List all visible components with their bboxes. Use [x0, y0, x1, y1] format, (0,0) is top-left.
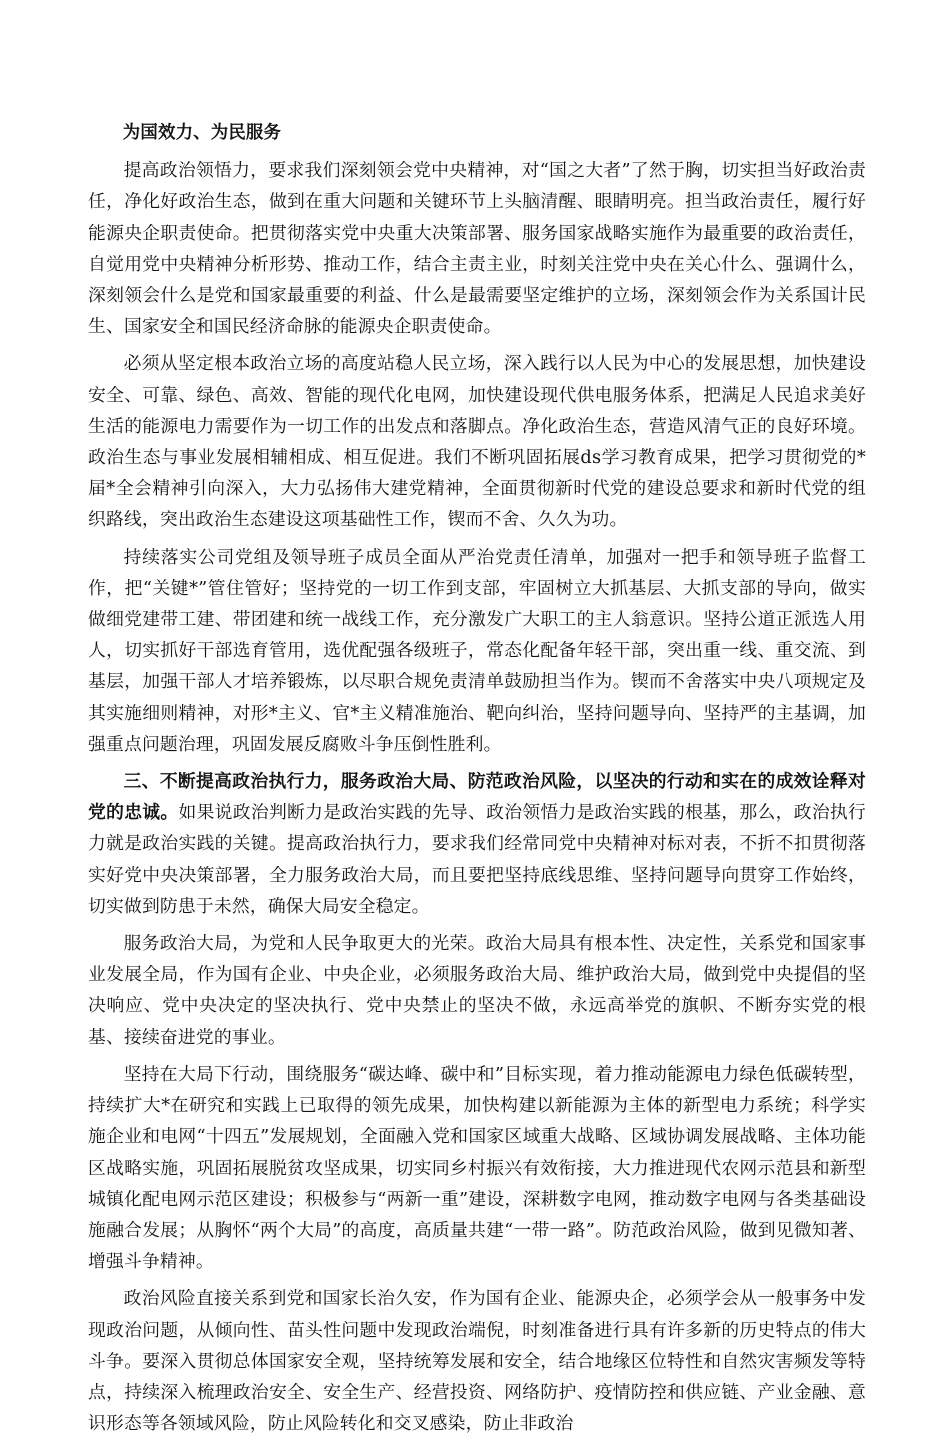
paragraph-2: 必须从坚定根本政治立场的高度站稳人民立场，深入践行以人民为中心的发展思想，加快建设安全、可靠、绿色、高效、智能的现代化电网，加快建设现代供电服务体系，把满足人民追求美好生活的能源电力需要作为一切工作的出发点和落脚点。净化政治生态，营造风清气正的良好环境。政治生态与事业发展相辅相成、相互促进。我们不断巩固拓展ds学习教育成果，把学习贯彻党的*届*全会精神引向深入，大力弘扬伟大建党精神，全面贯彻新时代党的建设总要求和新时代党的组织路线，突出政治生态建设这项基础性工作，锲而不舍、久久为功。 — [88, 353, 866, 531]
paragraph-5: 服务政治大局，为党和人民争取更大的光荣。政治大局具有根本性、决定性，关系党和国家事业发展全局，作为国有企业、中央企业，必须服务政治大局、维护政治大局，做到党中央提倡的坚决响应、党中央决定的坚决执行、党中央禁止的坚决不做，永远高举党的旗帜、不断夯实党的根基、接续奋进党的事业。 — [88, 933, 866, 1048]
paragraph-section-three — [88, 766, 866, 922]
document-body — [88, 118, 866, 1445]
section-three-body: 如果说政治判断力是政治实践的先导、政治领悟力是政治实践的根基，那么，政治执行力就是政治实践的关键。提高政治执行力，要求我们经常同党中央精神对标对表，不折不扣贯彻落实好党中央决策部署，全力服务政治大局，而且要把坚持底线思维、坚持问题导向贯穿工作始终，切实做到防患于未然，确保大局安全稳定。 — [88, 802, 866, 917]
section-three-title: 三、不断提高政治执行力，服务政治大局、防范政治风险，以坚决的行动和实在的成效诠释对党的忠诚。 — [88, 771, 866, 824]
section-heading: 为国效力、为民服务 — [122, 123, 282, 143]
paragraph-1: 提高政治领悟力，要求我们深刻领会党中央精神，对“国之大者”了然于胸，切实担当好政治责任，净化好政治生态，做到在重大问题和关键环节上头脑清醒、眼睛明亮。担当政治责任，履行好能源央企职责使命。把贯彻落实党中央重大决策部署、服务国家战略实施作为最重要的政治责任，自觉用党中央精神分析形势、推动工作，结合主责主业，时刻关注党中央在关心什么、强调什么，深刻领会什么是党和国家最重要的利益、什么是最需要坚定维护的立场，深刻领会作为关系国计民生、国家安全和国民经济命脉的能源央企职责使命。 — [88, 160, 866, 338]
paragraph-3: 持续落实公司党组及领导班子成员全面从严治党责任清单，加强对一把手和领导班子监督工作，把“关键*”管住管好；坚持党的一切工作到支部，牢固树立大抓基层、大抓支部的导向，做实做细党建带工建、带团建和统一战线工作，充分激发广大职工的主人翁意识。坚持公道正派选人用人，切实抓好干部选育管用，选优配强各级班子，常态化配备年轻干部，突出重一线、重交流、到基层，加强干部人才培养锻炼，以尽职合规免责清单鼓励担当作为。锲而不舍落实中央八项规定及其实施细则精神，对形*主义、官*主义精准施治、靶向纠治，坚持问题导向、坚持严的主基调，加强重点问题治理，巩固发展反腐败斗争压倒性胜利。 — [88, 546, 866, 755]
paragraph-7: 政治风险直接关系到党和国家长治久安，作为国有企业、能源央企，必须学会从一般事务中发现政治问题，从倾向性、苗头性问题中发现政治端倪，时刻准备进行具有许多新的历史特点的伟大斗争。要深入贯彻总体国家安全观，坚持统筹发展和安全，结合地缘区位特性和自然灾害频发等特点，持续深入梳理政治安全、安全生产、经营投资、网络防护、疫情防控和供应链、产业金融、意识形态等各领域风险，防止风险转化和交叉感染，防止非政治 — [88, 1288, 866, 1435]
paragraph-6: 坚持在大局下行动，围绕服务“碳达峰、碳中和”目标实现，着力推动能源电力绿色低碳转型，持续扩大*在研究和实践上已取得的领先成果，加快构建以新能源为主体的新型电力系统；科学实施企业和电网“十四五”发展规划，全面融入党和国家区域重大战略、区域协调发展战略、主体功能区战略实施，巩固拓展脱贫攻坚成果，切实同乡村振兴有效衔接，大力推进现代农网示范县和新型城镇化配电网示范区建设；积极参与“两新一重”建设，深耕数字电网，推动数字电网与各类基础设施融合发展；从胸怀“两个大局”的高度，高质量共建“一带一路”。防范政治风险，做到见微知著、增强斗争精神。 — [88, 1063, 866, 1273]
